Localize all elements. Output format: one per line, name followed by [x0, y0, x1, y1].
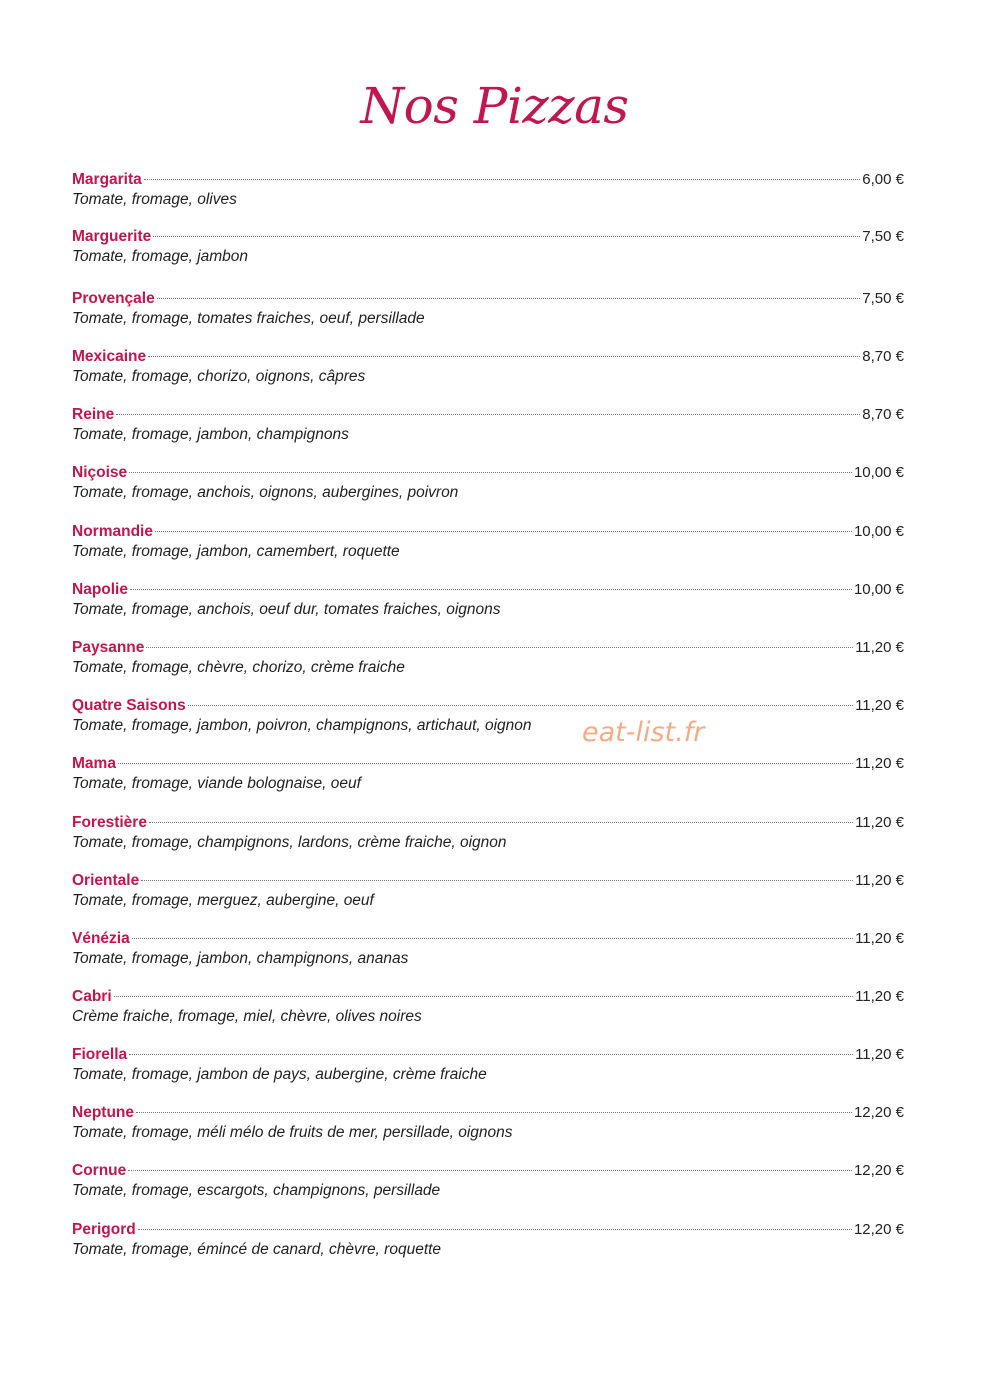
item-name: Provençale — [72, 290, 155, 307]
menu-item — [72, 463, 904, 507]
item-description: Tomate, fromage, jambon, champignons — [72, 426, 349, 443]
dot-leader — [157, 298, 861, 299]
item-name: Marguerite — [72, 228, 152, 245]
item-description: Tomate, fromage, jambon, poivron, champignons, artichaut, oignon — [72, 717, 532, 734]
item-name: Paysanne — [72, 639, 145, 656]
menu-item — [72, 696, 904, 740]
menu-item — [72, 1161, 904, 1205]
item-description: Tomate, fromage, jambon, champignons, ananas — [72, 950, 409, 967]
menu-item — [72, 1220, 904, 1264]
dot-leader — [188, 705, 853, 706]
menu-item — [72, 405, 904, 449]
dot-leader — [148, 356, 860, 357]
menu-item — [72, 813, 904, 857]
item-name: Mexicaine — [72, 348, 147, 365]
dot-leader — [149, 822, 853, 823]
dot-leader — [114, 996, 853, 997]
item-description: Tomate, fromage, jambon, camembert, roquette — [72, 543, 400, 560]
item-description: Tomate, fromage, jambon de pays, aubergine, crème fraiche — [72, 1066, 487, 1083]
item-price: 10,00 € — [853, 523, 904, 540]
item-description: Crème fraiche, fromage, miel, chèvre, olives noires — [72, 1008, 422, 1025]
dot-leader — [118, 763, 853, 764]
item-description: Tomate, fromage, viande bolognaise, oeuf — [72, 775, 361, 792]
menu-item — [72, 347, 904, 391]
item-price: 12,20 € — [853, 1104, 904, 1121]
item-price: 12,20 € — [853, 1221, 904, 1238]
item-description: Tomate, fromage, émincé de canard, chèvre, roquette — [72, 1241, 442, 1258]
item-name: Cornue — [72, 1162, 127, 1179]
dot-leader — [155, 531, 852, 532]
watermark: eat-list.fr — [582, 717, 705, 748]
item-price: 10,00 € — [853, 581, 904, 598]
menu-item — [72, 638, 904, 682]
item-name: Perigord — [72, 1221, 136, 1238]
item-price: 12,20 € — [853, 1162, 904, 1179]
item-name: Mama — [72, 755, 116, 772]
page-title: Nos Pizzas — [360, 77, 629, 135]
item-description: Tomate, fromage, anchois, oignons, aubergines, poivron — [72, 484, 459, 501]
item-price: 11,20 € — [855, 872, 904, 889]
item-name: Orientale — [72, 872, 140, 889]
item-description: Tomate, fromage, olives — [72, 191, 237, 208]
item-description: Tomate, fromage, escargots, champignons, persillade — [72, 1182, 441, 1199]
menu-item — [72, 289, 904, 333]
dot-leader — [129, 472, 852, 473]
dot-leader — [129, 1054, 853, 1055]
item-description: Tomate, fromage, chèvre, chorizo, crème fraiche — [72, 659, 405, 676]
item-price: 6,00 € — [862, 171, 904, 188]
item-name: Cabri — [72, 988, 112, 1005]
menu-item — [72, 170, 904, 214]
dot-leader — [153, 236, 860, 237]
item-price: 11,20 € — [855, 930, 904, 947]
item-price: 8,70 € — [862, 406, 904, 423]
dot-leader — [144, 179, 861, 180]
dot-leader — [116, 414, 860, 415]
item-price: 8,70 € — [862, 348, 904, 365]
item-description: Tomate, fromage, chorizo, oignons, câpres — [72, 368, 366, 385]
item-description: Tomate, fromage, jambon — [72, 248, 249, 265]
menu-item — [72, 929, 904, 973]
item-price: 11,20 € — [855, 1046, 904, 1063]
item-price: 7,50 € — [862, 228, 904, 245]
item-name: Reine — [72, 406, 115, 423]
dot-leader — [141, 880, 853, 881]
item-name: Margarita — [72, 171, 142, 188]
menu-item — [72, 754, 904, 798]
item-name: Fiorella — [72, 1046, 128, 1063]
menu-item — [72, 987, 904, 1031]
item-name: Vénézia — [72, 930, 130, 947]
item-description: Tomate, fromage, champignons, lardons, crème fraiche, oignon — [72, 834, 507, 851]
item-price: 11,20 € — [855, 639, 904, 656]
item-price: 10,00 € — [853, 464, 904, 481]
item-price: 7,50 € — [862, 290, 904, 307]
item-description: Tomate, fromage, tomates fraiches, oeuf, persillade — [72, 310, 425, 327]
dot-leader — [136, 1112, 852, 1113]
item-price: 11,20 € — [855, 988, 904, 1005]
item-price: 11,20 € — [855, 755, 904, 772]
menu-item — [72, 1103, 904, 1147]
dot-leader — [130, 589, 852, 590]
item-name: Neptune — [72, 1104, 134, 1121]
item-name: Normandie — [72, 523, 153, 540]
item-description: Tomate, fromage, merguez, aubergine, oeuf — [72, 892, 374, 909]
item-description: Tomate, fromage, méli mélo de fruits de mer, persillade, oignons — [72, 1124, 513, 1141]
menu-item — [72, 227, 904, 271]
item-price: 11,20 € — [855, 697, 904, 714]
item-description: Tomate, fromage, anchois, oeuf dur, tomates fraiches, oignons — [72, 601, 501, 618]
item-name: Niçoise — [72, 464, 128, 481]
item-name: Forestière — [72, 814, 147, 831]
dot-leader — [138, 1229, 852, 1230]
item-name: Napolie — [72, 581, 128, 598]
item-name: Quatre Saisons — [72, 697, 186, 714]
dot-leader — [146, 647, 853, 648]
menu-item — [72, 522, 904, 566]
dot-leader — [128, 1170, 852, 1171]
menu-item — [72, 871, 904, 915]
menu-item — [72, 580, 904, 624]
dot-leader — [132, 938, 853, 939]
item-price: 11,20 € — [855, 814, 904, 831]
menu-item — [72, 1045, 904, 1089]
